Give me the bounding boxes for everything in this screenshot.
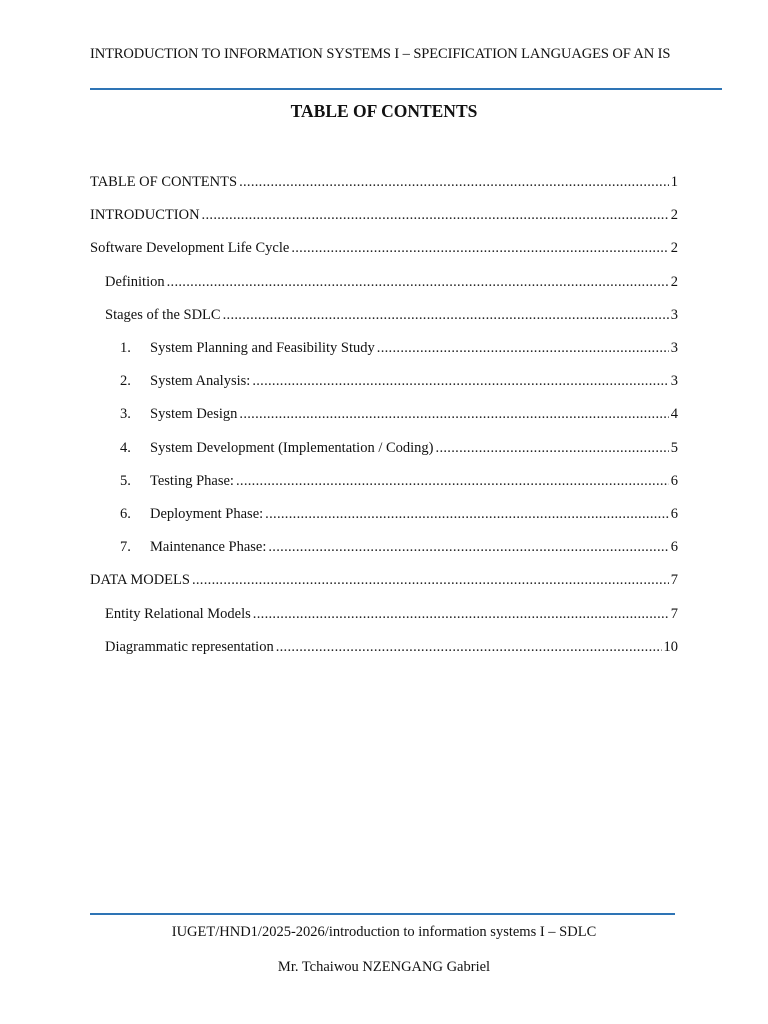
toc-dot-leader	[253, 606, 669, 623]
page-header-title: INTRODUCTION TO INFORMATION SYSTEMS I – SPECIFICATION LANGUAGES OF AN IS	[90, 46, 671, 62]
toc-entry[interactable]	[90, 572, 678, 592]
toc-entry[interactable]	[90, 207, 678, 227]
toc-entry-page-number: 1	[670, 174, 678, 190]
toc-dot-leader	[202, 207, 669, 224]
toc-entry-label: Stages of the SDLC	[105, 306, 221, 323]
toc-entry-label: Entity Relational Models	[105, 605, 251, 622]
toc-entry-label: INTRODUCTION	[90, 207, 200, 224]
toc-dot-leader	[223, 307, 669, 324]
toc-entry-label: System Design	[150, 406, 238, 423]
toc-entry[interactable]	[120, 373, 678, 393]
header-divider	[90, 88, 722, 90]
toc-entry-page-number: 3	[670, 373, 678, 390]
toc-entry-label: System Planning and Feasibility Study	[150, 340, 375, 356]
toc-dot-leader	[265, 506, 669, 523]
toc-entry-page-number: 6	[670, 472, 678, 489]
toc-entry-number: 5.	[120, 472, 131, 489]
toc-entry-label: Testing Phase:	[150, 472, 234, 489]
toc-entry-page-number: 2	[670, 240, 678, 257]
toc-entry-label: Definition	[105, 273, 165, 290]
toc-entry-page-number: 6	[670, 539, 678, 556]
footer-author-line: Mr. Tchaiwou NZENGANG Gabriel	[277, 959, 491, 975]
toc-entry-page-number: 10	[663, 638, 678, 655]
toc-entry-number: 2.	[120, 373, 131, 390]
toc-entry-page-number: 2	[670, 207, 678, 224]
toc-entry-label: System Analysis:	[150, 373, 251, 390]
toc-entry[interactable]	[105, 307, 678, 327]
toc-entry[interactable]	[105, 639, 678, 659]
toc-entry[interactable]	[120, 440, 678, 460]
toc-entry-label: Deployment Phase:	[150, 506, 264, 522]
toc-entry[interactable]	[105, 606, 678, 626]
footer-divider	[90, 913, 675, 915]
footer-course-line: IUGET/HND1/2025-2026/introduction to information systems I – SDLC	[171, 924, 597, 940]
toc-dot-leader	[192, 572, 669, 589]
toc-entry-number: 7.	[120, 539, 131, 556]
toc-entry-label: Diagrammatic representation	[105, 638, 274, 655]
toc-dot-leader	[268, 539, 668, 556]
toc-entry[interactable]	[90, 240, 678, 260]
toc-entry[interactable]	[120, 340, 678, 360]
toc-entry-page-number: 7	[670, 605, 678, 622]
toc-dot-leader	[276, 639, 662, 656]
toc-dot-leader	[167, 274, 669, 291]
toc-entry-page-number: 3	[670, 306, 678, 323]
toc-dot-leader	[239, 406, 668, 423]
toc-entry-page-number: 2	[670, 273, 678, 290]
toc-entry[interactable]	[105, 274, 678, 294]
toc-dot-leader	[291, 240, 668, 257]
toc-entry-label: DATA MODELS	[90, 572, 190, 589]
toc-entry[interactable]	[120, 506, 678, 526]
toc-dot-leader	[236, 473, 669, 490]
toc-entry-page-number: 4	[670, 406, 678, 423]
toc-dot-leader	[239, 174, 669, 191]
toc-entry-number: 6.	[120, 506, 131, 522]
toc-entry-number: 3.	[120, 406, 131, 423]
toc-dot-leader	[377, 340, 669, 357]
toc-entry-label: Software Development Life Cycle	[90, 240, 290, 257]
toc-entry[interactable]	[120, 473, 678, 493]
toc-entry-label: System Development (Implementation / Coding)	[150, 439, 434, 456]
toc-heading: TABLE OF CONTENTS	[290, 101, 478, 121]
toc-entry-label: TABLE OF CONTENTS	[90, 174, 238, 190]
toc-entry-page-number: 6	[670, 506, 678, 522]
toc-entry-label: Maintenance Phase:	[150, 539, 267, 556]
toc-entry-page-number: 7	[670, 572, 678, 589]
toc-dot-leader	[436, 440, 669, 457]
toc-entry[interactable]	[90, 174, 678, 194]
toc-entry[interactable]	[120, 406, 678, 426]
toc-entry-number: 4.	[120, 439, 131, 456]
toc-dot-leader	[252, 373, 668, 390]
toc-entry[interactable]	[120, 539, 678, 559]
toc-entry-number: 1.	[120, 340, 131, 356]
toc-entry-page-number: 5	[670, 439, 678, 456]
toc-entry-page-number: 3	[670, 340, 678, 356]
